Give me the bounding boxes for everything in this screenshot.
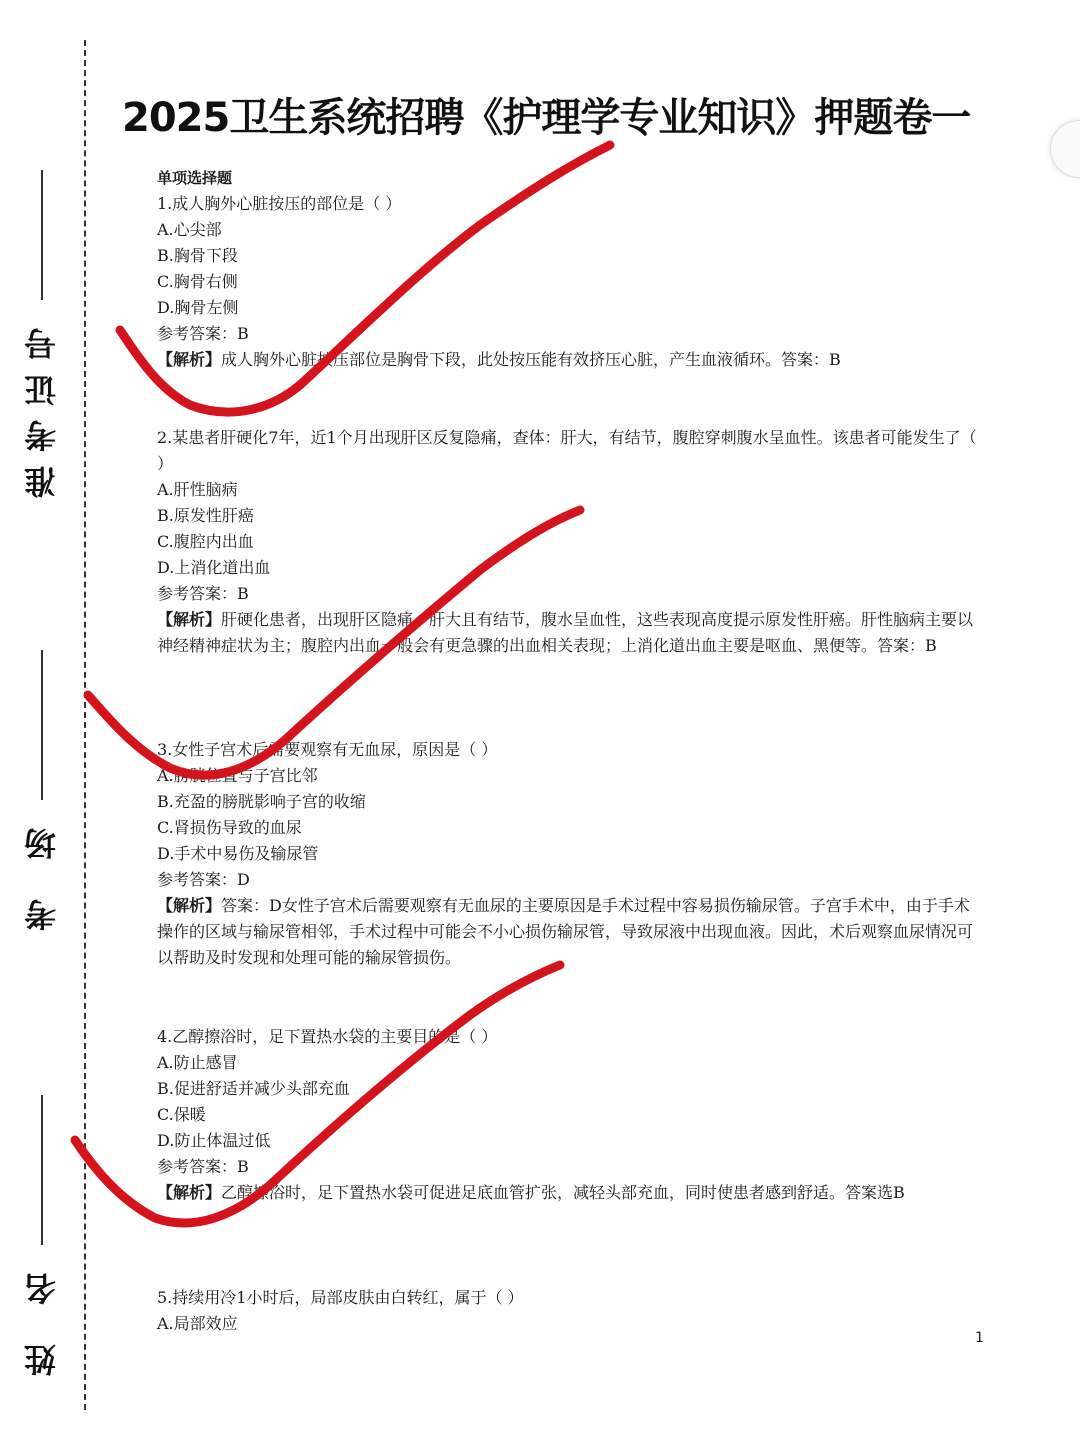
question-option: C.腹腔内出血 bbox=[157, 532, 254, 551]
analysis-text: 乙醇擦浴时，足下置热水袋可促进足底血管扩张，减轻头部充血，同时使患者感到舒适。答案选B bbox=[221, 1183, 905, 1202]
question-option: D.上消化道出血 bbox=[157, 558, 271, 577]
page-number: 1 bbox=[975, 1330, 984, 1346]
question-block-2 bbox=[157, 425, 977, 659]
reference-answer: 参考答案：D bbox=[157, 870, 250, 889]
question-option: A.肝性脑病 bbox=[157, 480, 238, 499]
question-block-3 bbox=[157, 737, 977, 971]
question-option: C.肾损伤导致的血尿 bbox=[157, 818, 302, 837]
question-option: C.保暖 bbox=[157, 1105, 206, 1124]
reference-answer: 参考答案：B bbox=[157, 324, 249, 343]
question-option: D.手术中易伤及输尿管 bbox=[157, 844, 319, 863]
side-field-underline bbox=[41, 170, 43, 300]
question-stem: 4.乙醇擦浴时，足下置热水袋的主要目的是（ ） bbox=[157, 1027, 498, 1046]
question-option: D.防止体温过低 bbox=[157, 1131, 271, 1150]
reference-answer: 参考答案：B bbox=[157, 584, 249, 603]
answer-analysis bbox=[157, 1180, 977, 1206]
side-field-underline bbox=[41, 650, 43, 800]
question-option: B.促进舒适并减少头部充血 bbox=[157, 1079, 350, 1098]
analysis-text: 成人胸外心脏按压部位是胸骨下段，此处按压能有效挤压心脏，产生血液循环。答案：B bbox=[221, 350, 841, 369]
question-block-1 bbox=[157, 165, 977, 373]
analysis-tag: 【解析】 bbox=[157, 1183, 222, 1202]
side-field-label: 考 场 bbox=[23, 814, 61, 932]
question-option: A.防止感冒 bbox=[157, 1053, 238, 1072]
reference-answer: 参考答案：B bbox=[157, 1157, 249, 1176]
side-field-name bbox=[22, 1095, 62, 1376]
analysis-text: 答案：D女性子宫术后需要观察有无血尿的主要原因是手术过程中容易损伤输尿管。子宫手术中，由于手术操作的区域与输尿管相邻，手术过程中可能会不小心损伤输尿管，导致尿液中出现血液。因此，术后观察血尿情况可以帮助及时发现和处理可能的输尿管损伤。 bbox=[157, 896, 974, 967]
side-field-label: 姓 名 bbox=[23, 1259, 61, 1377]
answer-analysis bbox=[157, 607, 977, 659]
question-stem: 2.某患者肝硬化7年，近1个月出现肝区反复隐痛，查体：肝大，有结节，腹腔穿刺腹水呈血性。该患者可能发生了（ ） bbox=[157, 428, 977, 473]
question-option: A.膀胱位置与子宫比邻 bbox=[157, 766, 318, 785]
question-option: D.胸骨左侧 bbox=[157, 298, 239, 317]
question-stem: 3.女性子宫术后需要观察有无血尿，原因是（ ） bbox=[157, 740, 498, 759]
answer-analysis bbox=[157, 893, 977, 971]
analysis-tag: 【解析】 bbox=[157, 610, 222, 629]
side-field-underline bbox=[41, 1095, 43, 1245]
question-option: A.局部效应 bbox=[157, 1314, 238, 1333]
side-field-label: 准考证号 bbox=[23, 314, 61, 498]
side-field-exam-room bbox=[22, 650, 62, 931]
question-block-5 bbox=[157, 1285, 977, 1337]
question-stem: 5.持续用冷1小时后，局部皮肤由白转红，属于（ ） bbox=[157, 1288, 524, 1307]
answer-analysis bbox=[157, 347, 977, 373]
question-option: C.胸骨右侧 bbox=[157, 272, 238, 291]
side-field-admission-number bbox=[22, 170, 62, 498]
question-stem: 1.成人胸外心脏按压的部位是（ ） bbox=[157, 194, 402, 213]
analysis-tag: 【解析】 bbox=[157, 896, 222, 915]
question-option: A.心尖部 bbox=[157, 220, 222, 239]
floating-edge-button[interactable] bbox=[1050, 120, 1080, 178]
document-title: 2025卫生系统招聘《护理学专业知识》押题卷一 bbox=[122, 95, 971, 141]
analysis-tag: 【解析】 bbox=[157, 350, 222, 369]
question-option: B.胸骨下段 bbox=[157, 246, 238, 265]
question-option: B.原发性肝癌 bbox=[157, 506, 254, 525]
binding-dashed-line bbox=[84, 40, 86, 1410]
question-option: B.充盈的膀胱影响子宫的收缩 bbox=[157, 792, 366, 811]
question-block-4 bbox=[157, 1024, 977, 1206]
analysis-text: 肝硬化患者，出现肝区隐痛、肝大且有结节，腹水呈血性，这些表现高度提示原发性肝癌。肝性脑病主要以神经精神症状为主；腹腔内出血一般会有更急骤的出血相关表现；上消化道出血主要是呕血、黑便等。答案：B bbox=[157, 610, 974, 655]
section-heading: 单项选择题 bbox=[157, 169, 233, 187]
